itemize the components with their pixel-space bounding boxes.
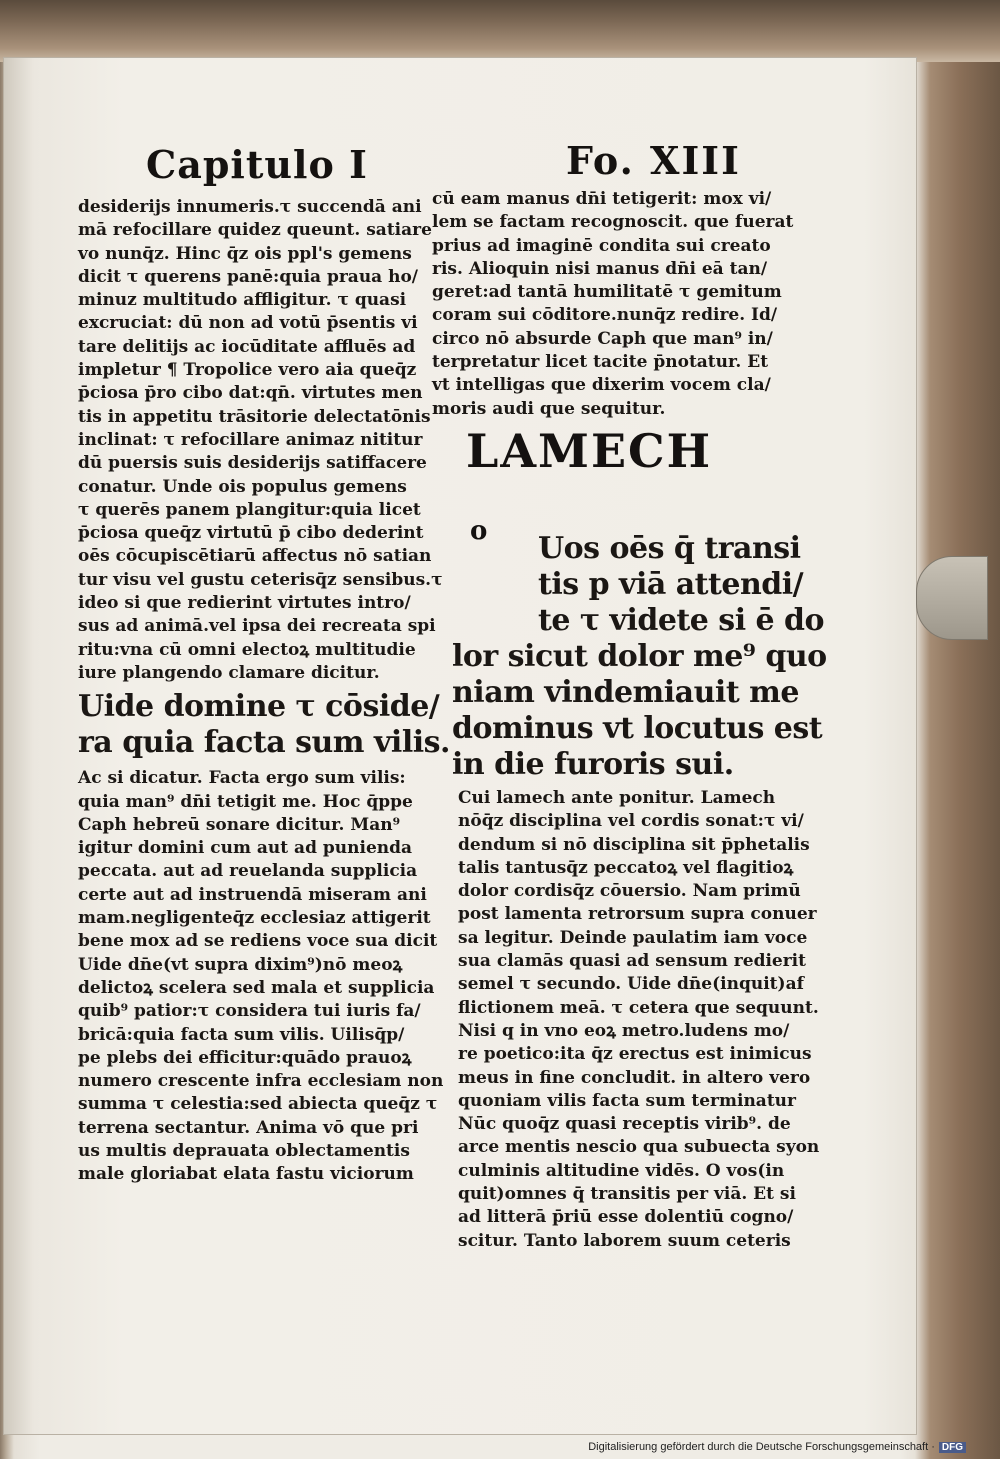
text-line: quoniam vilis facta sum terminatur	[458, 1090, 796, 1111]
text-line: ris. Alioquin nisi manus dn̄i eā tan/	[432, 258, 768, 279]
text-line: arce mentis nescio qua subuecta syon	[458, 1137, 820, 1158]
text-line: prius ad imaginē condita sui creato	[432, 235, 771, 256]
text-line: desiderijs innumeris.τ succendā ani	[78, 197, 422, 217]
text-line: sa legitur. Deinde paulatim iam voce	[458, 927, 808, 948]
right-commentary-block	[432, 787, 820, 1253]
text-line: p̄ciosa p̄ro cibo dat:qn̄. virtutes men	[78, 383, 423, 404]
text-line: certe aut ad instruendā miseram ani	[78, 884, 427, 905]
text-line: tare delitijs ac iocūditate affluēs ad	[78, 336, 416, 357]
text-line: dolor cordisq̄z cōuersio. Nam primū	[458, 881, 801, 902]
text-line: tur visu vel gustu ceterisq̄z sensibus.τ	[78, 569, 443, 590]
left-lemma-block	[78, 689, 450, 761]
text-line: igitur domini cum aut ad punienda	[78, 838, 413, 859]
left-lines-block	[78, 196, 443, 685]
text-line: Nūc quoq̄z quasi receptis virib⁹. de	[458, 1114, 791, 1135]
right-lines-block	[432, 188, 792, 421]
text-line: talis tantusq̄z peccatoꝝ vel flagitioꝝ	[458, 857, 794, 878]
lemma-line: dominus vt locutus est	[452, 710, 823, 746]
text-line: culminis altitudine vidēs. O vos(in	[458, 1160, 785, 1181]
text-line: flictionem meā. τ cetera que sequunt.	[458, 997, 819, 1018]
text-line: bricā:quia facta sum vilis. Uilisq̄p/	[78, 1024, 405, 1045]
text-line: Uide dn̄e(vt supra dixim⁹)nō meoꝝ	[78, 954, 403, 975]
text-line: peccata. aut ad reuelanda supplicia	[78, 861, 418, 882]
text-line: τ querēs panem plangitur:quia licet	[78, 499, 421, 520]
right-text-column	[432, 188, 827, 1253]
text-line: impletur ¶ Tropolice vero aia queq̄z	[78, 360, 417, 381]
text-line: vo nunq̄z. Hinc q̄z ois ppl's gemens	[78, 243, 412, 264]
lemma-line: Uide domine τ cōside/	[78, 689, 440, 725]
text-line: numero crescente infra ecclesiam non	[78, 1071, 444, 1092]
text-line: terrena sectantur. Anima vō que pri	[78, 1117, 419, 1138]
text-line: quib⁹ patior:τ considera tui iuris fa/	[78, 1001, 421, 1022]
text-line: geret:ad tantā humilitatē τ gemitum	[432, 282, 782, 303]
text-line: quia man⁹ dn̄i tetigit me. Hoc q̄ppe	[78, 791, 413, 812]
text-line: post lamenta retrorsum supra conuer	[458, 904, 817, 925]
text-line: terpretatur licet tacite p̄notatur. Et	[432, 352, 769, 373]
text-line: male gloriabat elata fastu viciorum	[78, 1164, 414, 1185]
text-line: delictoꝝ scelera sed mala et supplicia	[78, 977, 435, 998]
initial-letter: o	[470, 516, 488, 546]
running-head-chapter: Capitulo I	[146, 142, 368, 187]
left-text-column	[78, 196, 450, 1187]
text-line: us multis deprauata oblectamentis	[78, 1140, 410, 1161]
text-line: minuz multitudo affligitur. τ quasi	[78, 290, 407, 311]
credit-text: Digitalisierung gefördert durch die Deutsche Forschungsgemeinschaft ·	[588, 1441, 935, 1453]
text-line: dū puersis suis desiderijs satiffacere	[78, 453, 427, 474]
book-cover-edge	[0, 0, 1000, 62]
text-line: quit)omnes q̄ transitis per viā. Et si	[458, 1184, 796, 1205]
text-line: Ac si dicatur. Facta ergo sum vilis:	[78, 768, 406, 789]
text-line: ad litterā p̄riū esse dolentiū cogno/	[458, 1207, 794, 1228]
text-line: dicit τ querens panē:quia praua ho/	[78, 266, 419, 287]
hebrew-letter-heading: LAMECH	[466, 424, 713, 478]
text-line: sua clamās quasi ad sensum redierit	[458, 951, 806, 972]
lemma-line: tis p viā attendi/	[538, 566, 804, 602]
text-line: meus in fine concludit. in altero vero	[458, 1067, 811, 1088]
text-line: Nisi q in vno eoꝝ metro.ludens mo/	[458, 1020, 790, 1041]
right-lemma-block	[432, 530, 827, 783]
folio-number: Fo. XIII	[566, 138, 741, 183]
text-line: oēs cōcupiscētiarū affectus nō satian	[78, 546, 432, 567]
dfg-logo: DFG	[939, 1442, 966, 1453]
text-line: ideo si que redierint virtutes intro/	[78, 593, 411, 614]
text-line: vt intelligas que dixerim vocem cla/	[432, 375, 771, 396]
text-line: dendum si nō disciplina sit p̄phetalis	[458, 834, 810, 855]
text-line: excruciat: dū non ad votū p̄sentis vi	[78, 313, 418, 334]
text-line: mam.negligenteq̄z ecclesiaz attigerit	[78, 908, 431, 929]
text-line: tis in appetitu trāsitorie delectatōnis	[78, 406, 431, 427]
text-line: conatur. Unde ois populus gemens	[78, 476, 407, 497]
text-line: iure plangendo clamare dicitur.	[78, 662, 380, 683]
text-line: ritu:vna cū omni electoꝝ multitudie	[78, 639, 416, 660]
text-line: semel τ secundo. Uide dn̄e(inquit)af	[458, 974, 804, 995]
text-line: sus ad animā.vel ipsa dei recreata spi	[78, 616, 436, 637]
text-line: pe plebs dei efficitur:quādo prauoꝝ	[78, 1047, 412, 1068]
lemma-line: niam vindemiauit me	[452, 674, 799, 710]
text-line: bene mox ad se rediens voce sua dicit	[78, 931, 438, 952]
lemma-line: te τ videte si ē do	[538, 602, 825, 638]
lemma-line: Uos oēs q̄ transi	[538, 530, 801, 566]
lemma-line: ra quia facta sum vilis.	[78, 725, 450, 761]
text-line: Caph hebreū sonare dicitur. Man⁹	[78, 814, 401, 835]
text-line: inclinat: τ refocillare animaz nititur	[78, 429, 423, 450]
left-commentary-block	[78, 767, 444, 1186]
text-line: circo nō absurde Caph que man⁹ in/	[432, 328, 773, 349]
book-clasp	[916, 556, 988, 640]
text-line: moris audi que sequitur.	[432, 398, 666, 419]
text-line: summa τ celestia:sed abiecta queq̄z τ	[78, 1094, 438, 1115]
text-line: mā refocillare quidez queunt. satiare	[78, 220, 432, 241]
digitization-credit	[588, 1441, 966, 1453]
text-line: scitur. Tanto laborem suum ceteris	[458, 1230, 791, 1251]
text-line: cū eam manus dn̄i tetigerit: mox vi/	[432, 189, 772, 209]
lemma-line: in die furoris sui.	[452, 746, 734, 782]
lemma-line: lor sicut dolor me⁹ quo	[452, 638, 827, 674]
text-line: nōq̄z disciplina vel cordis sonat:τ vi/	[458, 811, 804, 832]
text-line: p̄ciosa queq̄z virtutū p̄ cibo dederint	[78, 523, 424, 544]
text-line: re poetico:ita q̄z erectus est inimicus	[458, 1044, 812, 1065]
text-line: coram sui cōditore.nunq̄z redire. Id/	[432, 305, 778, 326]
text-line: Cui lamech ante ponitur. Lamech	[458, 787, 776, 808]
text-line: lem se factam recognoscit. que fuerat	[432, 212, 794, 233]
